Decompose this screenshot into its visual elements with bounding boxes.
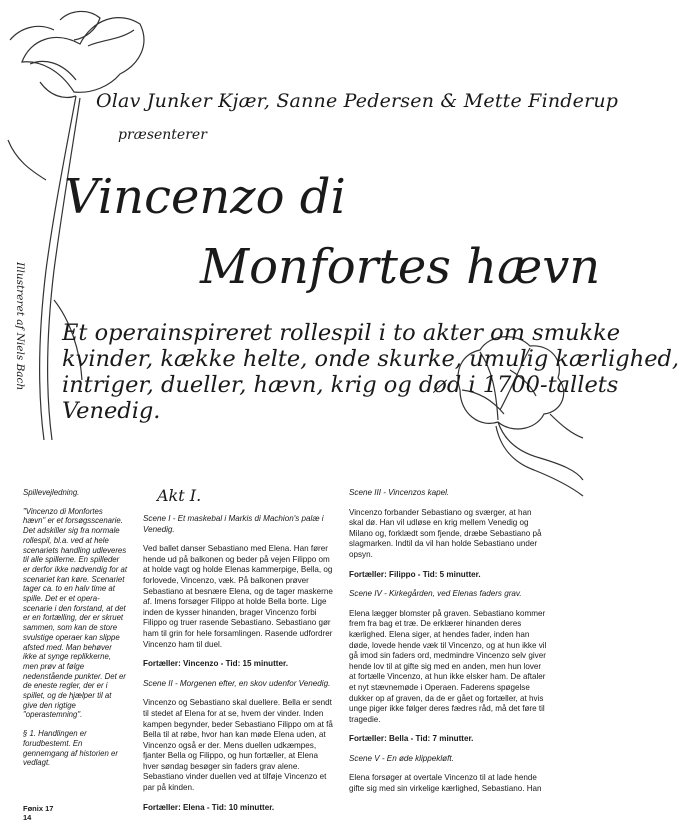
tagline-line-1: Et operainspireret rollespil i to akter om smukke — [62, 320, 621, 346]
scene-1-text: Ved ballet danser Sebastiano med Elena. Han fører hende ud på balkonen og beder på vejen Filippo om at holde vagt og holde Elenas kammerpige, Bella, og forlovede, Vincenzo, væk. På balkonen prøver Sebastiano at besnære Elena, og de tager maskerne af. Imens forsøger Filippo at holde Bella borte. Lige inden de kysser hinanden, brager Vincenzo forbi Filippo og truer rasende Sebastiano. Sebastiano gør ham til grin for hele forsamlingen. Rasende udfordrer Vincenzo ham til duel. — [143, 544, 333, 649]
scene-4-text: Elena lægger blomster på graven. Sebastiano kommer frem fra bag et træ. De erklærer hinanden deres kærlighed. Elena siger, at hendes fader, inden han døde, lovede hende væk til Vincenzo, og at hun ikke vil gå imod sin faders ord, medmindre Vincenzo selv giver hende lov til at gifte sig med en anden, men hun lover at fortælle Vincenzo, at hun ikke elsker ham. De aftaler et nyt stævnemøde i Operaen. Faderens spøgelse dukker op af graven, da de er gået og fortæller, at hvis unge piger ikke følger deres fædres råd, må det føre til tragedie. — [349, 608, 547, 724]
act-heading: Akt I. — [157, 486, 202, 505]
scene-2-narrator: Fortæller: Elena - Tid: 10 minutter. — [143, 802, 275, 812]
tagline-line-2: kvinder, kække helte, onde skurke, umulig kærlighed, — [62, 346, 679, 372]
scene-5-text: Elena forsøger at overtale Vincenzo til at lade hende gifte sig med sin virkelige kærlighed, Sebastiano. Han — [349, 773, 542, 794]
scene-4-narrator: Fortæller: Bella - Tid: 7 minutter. — [349, 734, 474, 744]
authors-line: Olav Junker Kjær, Sanne Pedersen & Mette Finderup — [96, 90, 619, 112]
tagline — [62, 320, 679, 424]
scene-3-title: Scene III - Vincenzos kapel. — [349, 488, 450, 497]
tagline-line-3: intriger, dueller, hævn, krig og død i 1700-tallets — [62, 372, 619, 398]
page-number: 14 — [23, 813, 32, 822]
instructions-intro: "Vincenzo di Monfortes hævn" er et forsøgsscenarie. Det adskiller sig fra normale rollespil, bl.a. ved at hele scenariets handling udleveres til alle spillerne. En spilleder er derfor ikke nødvendig for at scenariet kan køre. Scenariet tager ca. to en halv time at spille. Det er et opera-scenarie i den forstand, at det er en fortælling, der er skruet sammen, som kan de store svulstige operaer kan slippe afsted med. Man behøver ikke at synge replikkerne, men prøv at følge nedenstående punkter. Det er de eneste regler, der er i spillet, og de hjælper til at give den rigtige "operastemning". — [23, 506, 128, 720]
presents-label: præsenterer — [118, 127, 207, 143]
page-footer — [23, 804, 53, 822]
scene-1-narrator: Fortæller: Vincenzo - Tid: 15 minutter. — [143, 659, 288, 669]
scene-3-text: Vincenzo forbander Sebastiano og sværger, at han skal dø. Han vil udløse en krig mellem Venedig og Milano og, forklædt som fjende, dræbe Sebastiano på slagmarken. Indtil da vil han holde Sebastiano under opsyn. — [349, 507, 542, 559]
scene-3-narrator: Fortæller: Filippo - Tid: 5 minutter. — [349, 569, 481, 579]
scene-2-title: Scene II - Morgenen efter, en skov udenfor Venedig. — [143, 678, 331, 688]
scenes-column — [349, 488, 547, 804]
magazine-name: Fønix 17 — [23, 804, 54, 813]
tagline-line-4: Venedig. — [62, 398, 161, 424]
scene-1-title: Scene I - Et maskebal i Markis di Machion's palæ i Venedig. — [143, 514, 324, 534]
scene-2-text: Vincenzo og Sebastiano skal duellere. Bella er sendt til stedet af Elena for at se, hvem der vinder. Inden kampen begynder, beder Sebastiano Filippo om at få Bella til at røbe, hvor han kan møde Elena uden, at Vincenzo også er der. Mens duellen udkæmpes, fjanter Bella og Filippo, og hun fortæller, at Elena hver søndag besøger sin faders grav alene. Sebastiano vinder duellen ved at tilføje Vincenzo et par på kinden. — [143, 698, 333, 793]
scene-4-title: Scene IV - Kirkegården, ved Elenas faders grav. — [349, 589, 522, 599]
instructions-column — [23, 488, 127, 777]
instructions-heading: Spillevejledning. — [23, 488, 80, 497]
page-title-line1: Vincenzo di — [64, 169, 346, 225]
scene-5-title: Scene V - En øde klippekløft. — [349, 753, 454, 763]
act-column — [143, 488, 335, 822]
page-title-line2: Monfortes hævn — [200, 239, 601, 295]
rule-1: § 1. Handlingen er forudbestemt. En gennemgang af historien er vedlagt. — [23, 729, 118, 768]
illustrator-credit: Illustreret af Niels Bach — [14, 262, 26, 391]
